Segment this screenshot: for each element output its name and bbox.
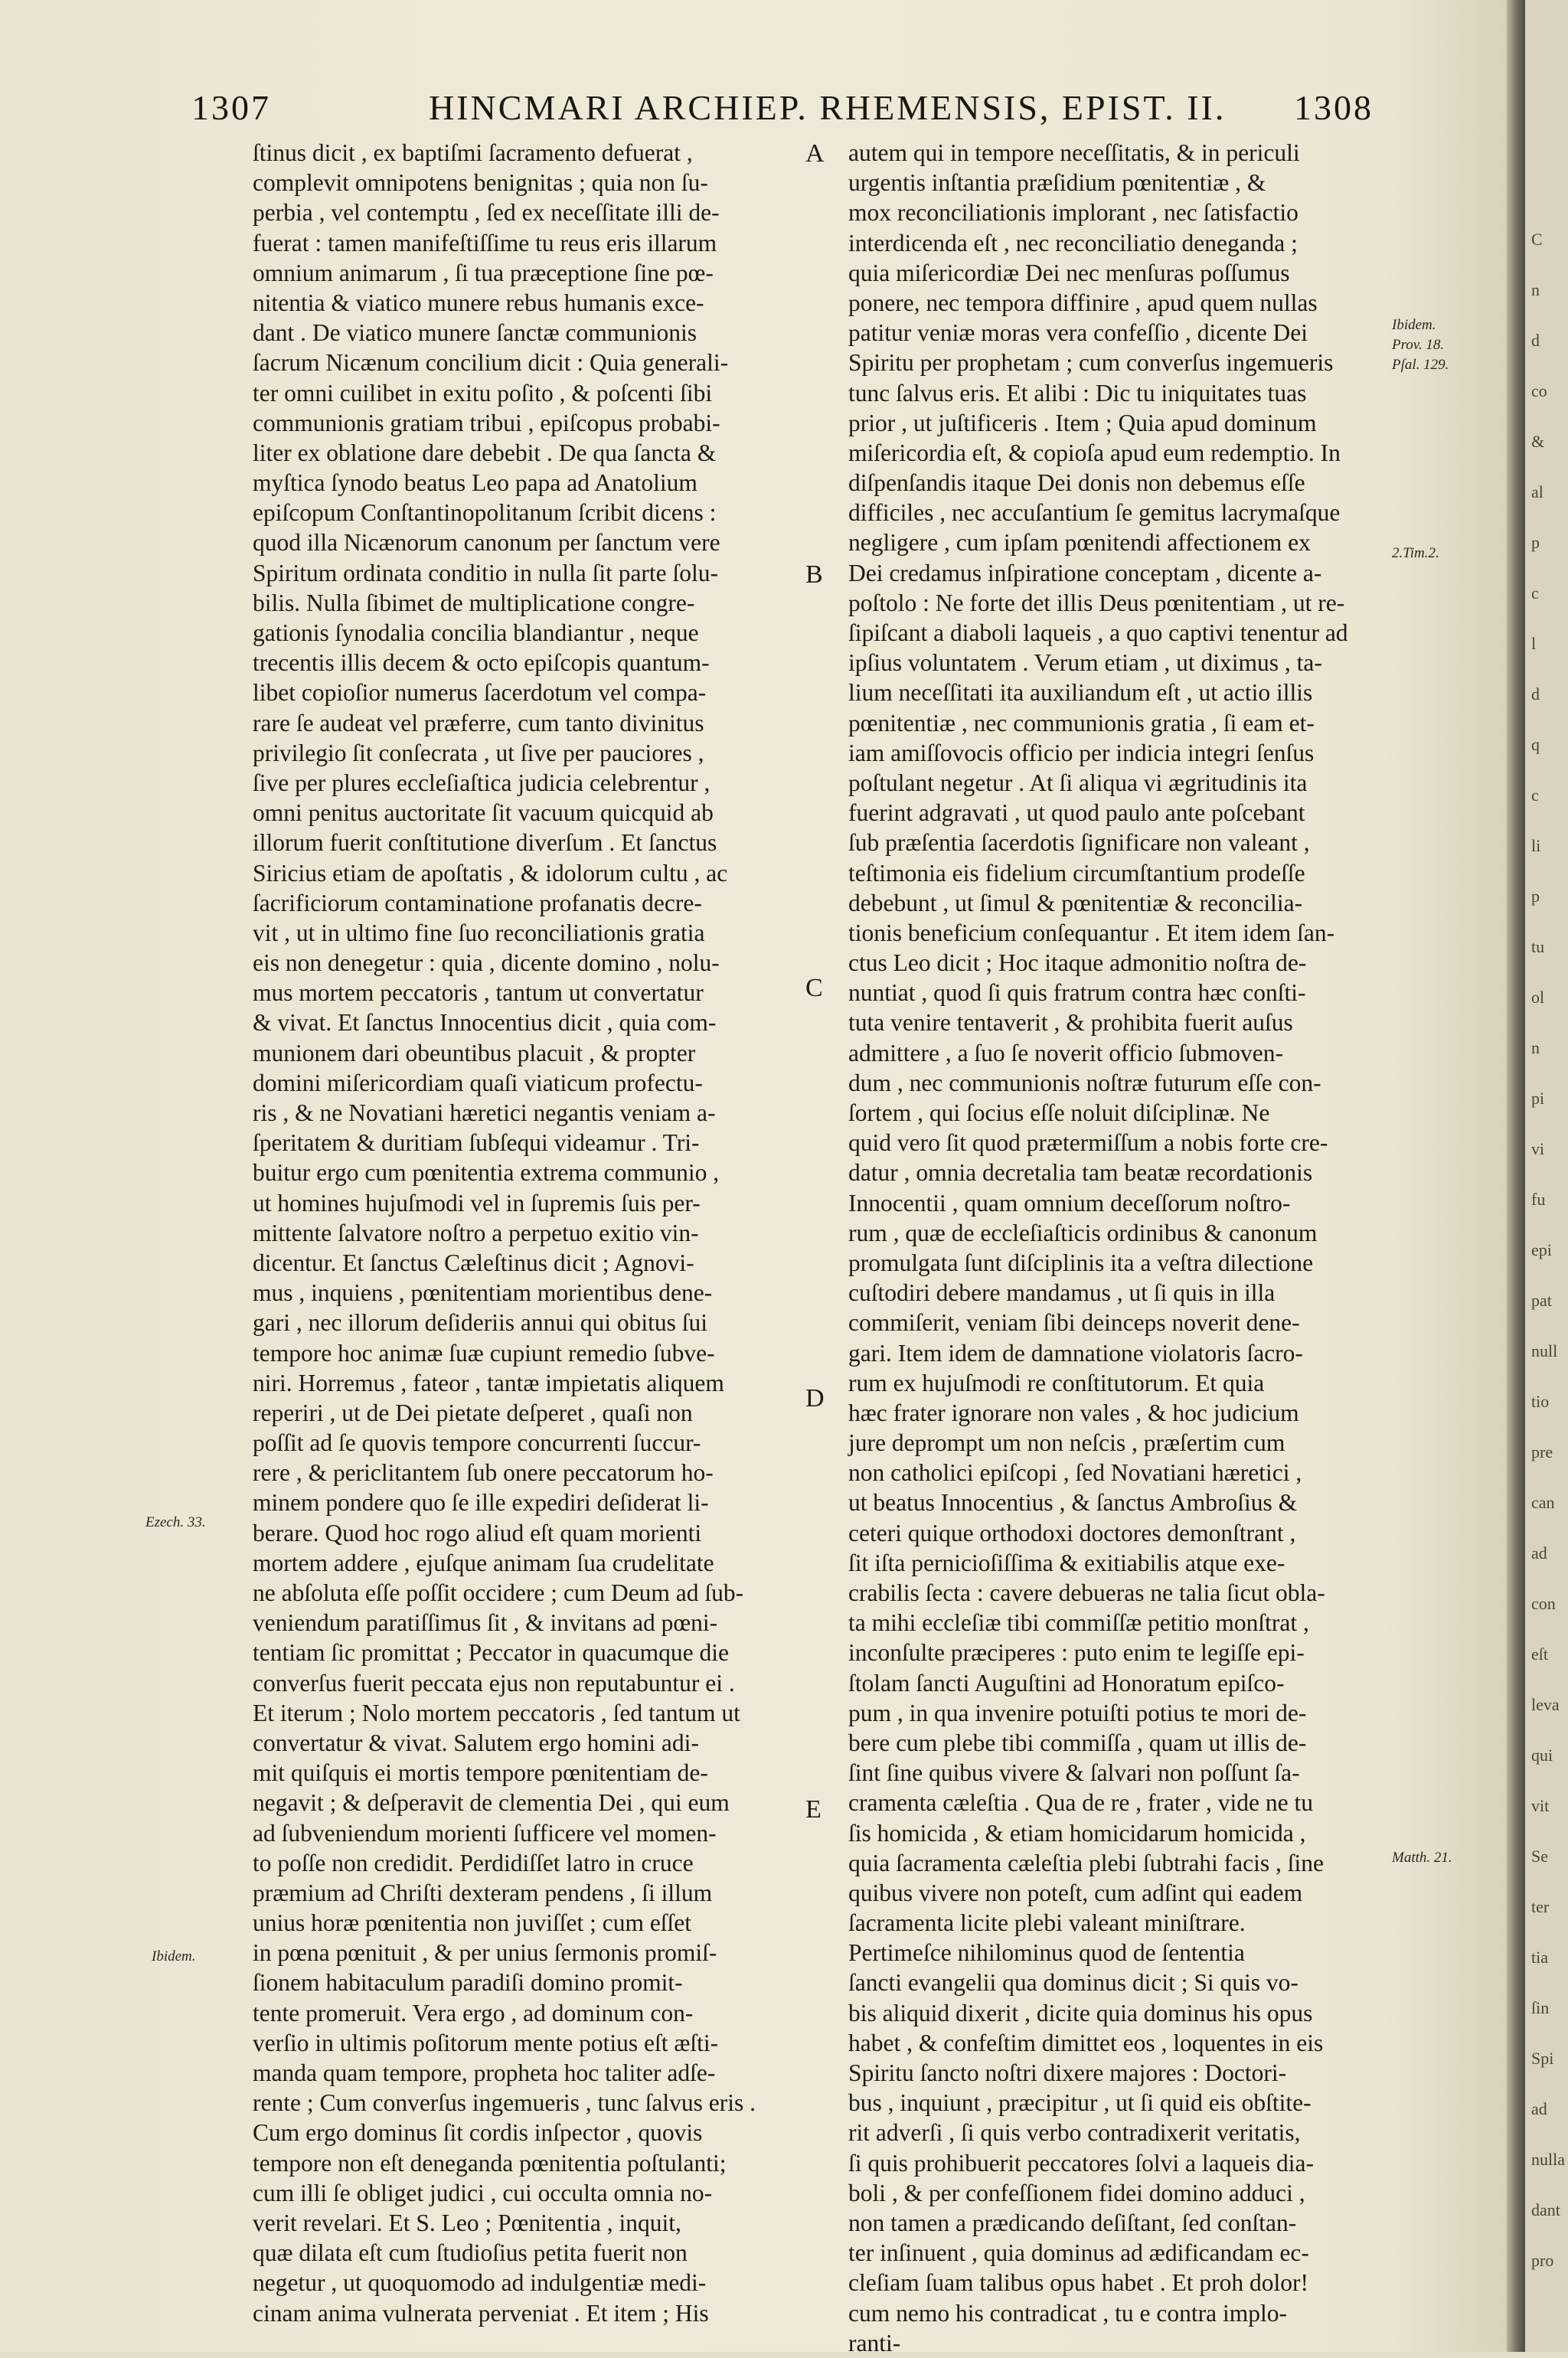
left-column-line: cum illi ſe obliget judici , cui occulta omnia no- — [253, 2179, 713, 2206]
left-column-line: ſive per plures eccleſiaſtica judicia celebrentur , — [253, 769, 710, 796]
facing-page-fragment: p — [1531, 887, 1540, 906]
left-column-line: omni penitus auctoritate ſit vacuum quicquid ab — [253, 799, 714, 827]
left-column-line: niri. Horremus , fateor , tantæ impietatis aliquem — [253, 1369, 724, 1396]
left-column-line: communionis gratiam tribui , epiſcopus probabi- — [253, 409, 720, 436]
right-column-line: cleſiam ſuam talibus opus habet . Et proh dolor! — [848, 2269, 1308, 2297]
right-column-line: jure deprompt um non neſcis , præſertim cum — [848, 1429, 1285, 1457]
right-column-line: boli , & per confeſſionem fidei domino adduci , — [848, 2179, 1305, 2206]
section-letter-b: B — [805, 560, 823, 589]
right-column-line: datur , omnia decretalia tam beatæ recordationis — [848, 1159, 1313, 1187]
right-column-line: ceteri quique orthodoxi doctores demonſtrant , — [848, 1519, 1296, 1546]
facing-page-fragment: ol — [1531, 988, 1545, 1007]
right-column-line: ter inſinuent , quia dominus ad ædificandam ec- — [848, 2239, 1309, 2267]
right-column-line: ſancti evangelii qua dominus dicit ; Si quis vo- — [848, 1969, 1298, 1997]
left-column-line: buitur ergo cum pœnitentia extrema communio , — [253, 1159, 720, 1187]
right-column-line: cramenta cæleſtia . Qua de re , frater , vide ne tu — [848, 1789, 1313, 1817]
right-column-line: bus , inquiunt , præcipitur , ut ſi quid eis obſtite- — [848, 2089, 1312, 2117]
left-column-line: veniendum paratiſſimus ſit , & invitans ad pœni- — [253, 1609, 718, 1637]
right-column-line: lium neceſſitati ita auxiliandum eſt , ut actio illis — [848, 679, 1313, 707]
left-column-line: gari , nec illorum deſideriis annui qui obitus ſui — [253, 1309, 708, 1337]
right-column-line: ctus Leo dicit ; Hoc itaque admonitio noſtra de- — [848, 949, 1307, 977]
right-column-line: nuntiat , quod ſi quis fratrum contra hæc conſti- — [848, 979, 1306, 1007]
left-column-line: negavit ; & deſperavit de clementia Dei , qui eum — [253, 1789, 730, 1817]
right-column-line: miſericordia eſt, & copioſa apud eum redemptio. In — [848, 439, 1341, 466]
right-column-line: cuſtodiri debere mandamus , ut ſi quis in illa — [848, 1279, 1276, 1307]
section-letter-c: C — [805, 974, 823, 1002]
left-column-line: rere , & periclitantem ſub onere peccatorum ho- — [253, 1459, 714, 1487]
right-column-line: interdicenda eſt , nec reconciliatio deneganda ; — [848, 229, 1298, 256]
left-column-line: ſacrificiorum contaminatione profanatis decre- — [253, 889, 702, 916]
facing-page-fragment: d — [1531, 331, 1540, 350]
right-column-line: ſit iſta pernicioſiſſima & exitiabilis atque exe- — [848, 1549, 1285, 1576]
right-column-line: ſortem , qui ſocius eſſe noluit diſciplinæ. Ne — [848, 1099, 1270, 1126]
facing-page-fragment: leva — [1531, 1695, 1560, 1714]
facing-page-fragment: ſin — [1531, 1998, 1550, 2017]
facing-page-fragment: c — [1531, 785, 1539, 805]
right-column-line: ta mihi eccleſiæ tibi commiſſæ petitio monſtrat , — [848, 1609, 1309, 1637]
left-column-line: quod illa Nicænorum canonum per ſanctum vere — [253, 529, 720, 557]
left-column-line: unius horæ pœnitentia non juviſſet ; cum eſſet — [253, 1909, 692, 1937]
right-column-line: tuta venire tentaverit , & prohibita fuerit auſus — [848, 1009, 1293, 1037]
left-column-line: perbia , vel contemptu , ſed ex neceſſitate illi de- — [253, 199, 720, 227]
facing-page-fragment: al — [1531, 482, 1544, 501]
left-column-line: ne abſoluta eſſe poſſit occidere ; cum Deum ad ſub- — [253, 1579, 744, 1606]
right-column-line: Spiritu ſancto noſtri dixere majores : Doctori- — [848, 2059, 1287, 2086]
margin-note-matth: Matth. 21. — [1392, 1850, 1452, 1866]
right-column-line: commiſerit, veniam ſibi deinceps noverit dene- — [848, 1309, 1300, 1337]
right-column-line: urgentis inſtantia præſidium pœnitentiæ , & — [848, 169, 1266, 197]
left-column-line: tempore non eſt deneganda pœnitentia poſtulanti; — [253, 2149, 727, 2177]
facing-page-fragment: pat — [1531, 1291, 1552, 1310]
right-column-line: ponere, nec tempora diffinire , apud quem nullas — [848, 289, 1318, 316]
margin-note-tim: 2.Tim.2. — [1392, 545, 1439, 561]
left-column-line: ſacrum Nicænum concilium dicit : Quia generali- — [253, 349, 729, 377]
left-column-line: berare. Quod hoc rogo aliud eſt quam morienti — [253, 1519, 702, 1546]
right-column-line: ranti- — [848, 2329, 901, 2356]
left-column-line: verit revelari. Et S. Leo ; Pœnitentia , inquit, — [253, 2209, 681, 2236]
right-column-line: difficiles , nec accuſantium ſe gemitus lacrymaſque — [848, 499, 1341, 527]
left-column-line: dant . De viatico munere ſanctæ communionis — [253, 319, 697, 347]
facing-page-fragment: null — [1531, 1341, 1558, 1360]
section-letter-a: A — [805, 139, 825, 168]
left-column-line: ſionem habitaculum paradiſi domino promit- — [253, 1969, 683, 1997]
left-column-line: mus , inquiens , pœnitentiam morientibus dene- — [253, 1279, 713, 1307]
right-column-line: negligere , cum ipſam pœnitendi affectionem ex — [848, 529, 1311, 557]
right-column-line: poſtulant negetur . At ſi aliqua vi ægritudinis ita — [848, 769, 1308, 796]
facing-page-fragment: q — [1531, 735, 1540, 754]
page-number-left: 1307 — [191, 88, 271, 127]
facing-page-edge — [1525, 0, 1568, 2352]
left-column-line: privilegio ſit conſecrata , ut ſive per pauciores , — [253, 739, 704, 766]
right-column-line: Dei credamus inſpiratione conceptam , dicente a- — [848, 559, 1322, 586]
facing-page-fragment: pi — [1531, 1089, 1545, 1108]
right-column-line: iam amiſſovocis officio per indicia integri ſenſus — [848, 739, 1315, 766]
right-column-line: ſis homicida , & etiam homicidarum homicida , — [848, 1819, 1306, 1847]
left-column-line: eis non denegetur : quia , dicente domino , nolu- — [253, 949, 720, 977]
facing-page-fragment: Spi — [1531, 2049, 1554, 2068]
right-column-line: teſtimonia eis fidelium circumſtantium prodeſſe — [848, 859, 1305, 887]
left-column-line: bilis. Nulla ſibimet de multiplicatione congre- — [253, 589, 695, 616]
right-column-line: dum , nec communionis noſtræ futurum eſſe con- — [848, 1069, 1321, 1096]
left-column-line: illorum fuerit conſtitutione diverſum . Et ſanctus — [253, 829, 717, 857]
left-column-line: mus mortem peccatoris , tantum ut convertatur — [253, 979, 704, 1007]
right-column-line: Spiritu per prophetam ; cum converſus ingemueris — [848, 349, 1334, 377]
left-column-line: in pœna pœnituit , & per unius ſermonis promiſ- — [253, 1939, 717, 1967]
left-column-line: quæ dilata eſt cum ſtudioſius petita fuerit non — [253, 2239, 688, 2267]
left-column-line: myſtica ſynodo beatus Leo papa ad Anatolium — [253, 469, 697, 497]
right-column-line: poſtolo : Ne forte det illis Deus pœnitentiam , ut re- — [848, 589, 1345, 616]
left-column-line: ris , & ne Novatiani hæretici negantis veniam a- — [253, 1099, 716, 1126]
page-number-right: 1308 — [1294, 88, 1374, 127]
left-column-line: Siricius etiam de apoſtatis , & idolorum cultu , ac — [253, 859, 728, 887]
left-column-line: tente promeruit. Vera ergo , ad dominum con- — [253, 1999, 694, 2027]
left-column-line: poſſit ad ſe quovis tempore concurrenti ſuccur- — [253, 1429, 701, 1457]
left-column-line: rare ſe audeat vel præferre, cum tanto divinitus — [253, 709, 704, 736]
left-column-line: to poſſe non credidit. Perdidiſſet latro in cruce — [253, 1849, 694, 1876]
right-column-line: ſub præſentia ſacerdotis ſignificare non valeant , — [848, 829, 1310, 857]
right-column-line: rum , quæ de eccleſiaſticis ordinibus & canonum — [848, 1219, 1318, 1246]
left-column-line: liter ex oblatione dare debebit . De qua ſancta & — [253, 439, 717, 466]
left-column-line: negetur , ut quoquomodo ad indulgentiæ medi- — [253, 2269, 707, 2297]
facing-page-fragment: ad — [1531, 1543, 1547, 1563]
facing-page-fragment: li — [1531, 836, 1541, 855]
right-column-line: bis aliquid dixerit , dicite quia dominus his opus — [848, 1999, 1313, 2027]
facing-page-fragment: n — [1531, 280, 1540, 299]
right-column-line: patitur veniæ moras vera confeſſio , dicente Dei — [848, 319, 1308, 347]
right-column-line: non catholici epiſcopi , ſed Novatiani hæretici , — [848, 1459, 1302, 1487]
left-column-line: complevit omnipotens benignitas ; quia non ſu- — [253, 169, 708, 197]
right-column-line: prior , ut juſtificeris . Item ; Quia apud dominum — [848, 409, 1317, 436]
book-spine-shadow — [1507, 0, 1525, 2352]
right-column-line: tunc ſalvus eris. Et alibi : Dic tu iniquitates tuas — [848, 379, 1307, 407]
left-text-column — [253, 138, 796, 2328]
right-column-line: ipſius voluntatem . Verum etiam , ut diximus , ta- — [848, 649, 1322, 677]
right-column-line: quia ſacramenta cæleſtia plebi ſubtrahi facis , ſine — [848, 1849, 1325, 1876]
left-column-line: verſio in ultimis poſitorum mente potius eſt æſti- — [253, 2029, 719, 2056]
right-column-line: ſipiſcant a diaboli laqueis , a quo captivi tenentur ad — [848, 619, 1348, 646]
facing-page-fragment: pre — [1531, 1442, 1553, 1462]
facing-page-fragment: d — [1531, 684, 1540, 704]
section-letter-e: E — [805, 1795, 822, 1824]
left-column-line: reperiri , ut de Dei pietate deſperet , quaſi non — [253, 1399, 693, 1426]
facing-page-fragment: eſt — [1531, 1644, 1548, 1664]
facing-page-fragment: tio — [1531, 1392, 1550, 1411]
left-column-line: rente ; Cum converſus ingemueris , tunc ſalvus eris . — [253, 2089, 756, 2117]
right-column-line: ſtolam ſancti Auguſtini ad Honoratum epiſco- — [848, 1669, 1285, 1697]
right-column-line: habet , & confeſtim dimittet eos , loquentes in eis — [848, 2029, 1324, 2056]
left-column-line: & vivat. Et ſanctus Innocentius dicit , quia com- — [253, 1009, 717, 1037]
right-column-line: quibus vivere non poteſt, cum adſint qui eadem — [848, 1879, 1303, 1906]
right-column-line: tionis beneficium conſequantur . Et item idem ſan- — [848, 919, 1335, 946]
facing-page-fragment: con — [1531, 1594, 1556, 1613]
left-column-line: gationis ſynodalia concilia blandiantur , neque — [253, 619, 699, 646]
left-column-line: epiſcopum Conſtantinopolitanum ſcribit dicens : — [253, 499, 717, 527]
right-column-line: pum , in qua invenire potuiſti potius te mori de- — [848, 1699, 1307, 1726]
left-column-line: ad ſubveniendum morienti ſufficere vel momen- — [253, 1819, 717, 1847]
facing-page-fragment: ad — [1531, 2099, 1547, 2118]
left-column-line: fuerat : tamen manifeſtiſſime tu reus eris illarum — [253, 229, 717, 256]
running-title: HINCMARI ARCHIEP. RHEMENSIS, EPIST. II. — [429, 88, 1227, 127]
facing-page-fragment: n — [1531, 1038, 1540, 1057]
right-column-line: ut beatus Innocentius , & ſanctus Ambroſius & — [848, 1489, 1298, 1517]
left-column-line: convertatur & vivat. Salutem ergo homini adi- — [253, 1729, 699, 1756]
left-column-line: ter omni cuilibet in exitu poſito , & poſcenti ſibi — [253, 379, 713, 407]
right-column-line: non tamen a prædicando deſiſtant, ſed conſtan- — [848, 2209, 1297, 2236]
left-column-line: mittente ſalvatore noſtro a perpetuo exitio vin- — [253, 1219, 699, 1246]
right-column-line: rit adverſi , ſi quis verbo contradixerit veritatis, — [848, 2119, 1301, 2147]
right-column-line: inconſulte præciperes : puto enim te legiſſe epi- — [848, 1639, 1305, 1667]
right-column-line: admittere , a ſuo ſe noverit officio ſubmoven- — [848, 1039, 1283, 1066]
right-column-line: promulgata ſunt diſciplinis ita a veſtra dilectione — [848, 1249, 1314, 1276]
left-column-line: mortem addere , ejuſque animam ſua crudelitate — [253, 1549, 714, 1576]
right-column-line: fuerint adgravati , ut quod paulo ante poſcebant — [848, 799, 1305, 827]
right-text-column — [848, 138, 1400, 2358]
left-column-line: ſtinus dicit , ex baptiſmi ſacramento defuerat , — [253, 139, 693, 166]
right-column-line: gari. Item idem de damnatione violatoris ſacro- — [848, 1339, 1303, 1367]
left-column-line: trecentis illis decem & octo epiſcopis quantum- — [253, 649, 710, 677]
right-column-line: debebunt , ut ſimul & pœnitentiæ & reconcilia- — [848, 889, 1303, 916]
right-column-line: Innocentii , quam omnium deceſſorum noſtro- — [848, 1189, 1291, 1217]
left-column-line: præmium ad Chriſti dexteram pendens , ſi illum — [253, 1879, 713, 1906]
right-column-line: ſint ſine quibus vivere & ſalvari non poſſunt ſa- — [848, 1759, 1300, 1787]
facing-page-fragment: Se — [1531, 1847, 1548, 1866]
right-column-line: autem qui in tempore neceſſitatis, & in periculi — [848, 139, 1300, 166]
facing-page-fragment: l — [1531, 634, 1537, 653]
facing-page-fragment: tu — [1531, 937, 1545, 956]
margin-note-psal: Pſal. 129. — [1392, 357, 1449, 373]
facing-page-fragment: tia — [1531, 1948, 1548, 1967]
facing-page-fragment: qui — [1531, 1746, 1553, 1765]
right-column-line: pœnitentiæ , nec communionis gratia , ſi eam et- — [848, 709, 1315, 736]
facing-page-fragment: C — [1531, 230, 1543, 249]
facing-page-fragment: pro — [1531, 2251, 1554, 2270]
left-column-line: manda quam tempore, propheta hoc taliter adſe- — [253, 2059, 716, 2086]
right-column-line: diſpenſandis itaque Dei donis non debemus eſſe — [848, 469, 1305, 497]
left-column-line: omnium animarum , ſi tua præceptione ſine pœ- — [253, 259, 714, 286]
right-column-line: crabilis ſecta : cavere debueras ne talia ſicut obla- — [848, 1579, 1325, 1606]
facing-page-fragment: co — [1531, 381, 1547, 400]
right-column-line: Pertimeſce nihilominus quod de ſententia — [848, 1939, 1245, 1967]
margin-note-prov: Prov. 18. — [1392, 337, 1445, 353]
left-column-line: libet copioſior numerus ſacerdotum vel compa- — [253, 679, 707, 707]
left-column-line: ut homines hujuſmodi vel in ſupremis ſuis per- — [253, 1189, 701, 1217]
facing-page-fragment: vi — [1531, 1139, 1545, 1158]
left-column-line: tempore hoc animæ ſuæ cupiunt remedio ſubve- — [253, 1339, 715, 1367]
facing-page-fragment: ter — [1531, 1897, 1550, 1916]
left-column-line: nitentia & viatico munere rebus humanis exce- — [253, 289, 704, 316]
left-column-line: dicentur. Et ſanctus Cæleſtinus dicit ; Agnovi- — [253, 1249, 694, 1276]
right-column-line: mox reconciliationis implorant , nec ſatisfactio — [848, 199, 1298, 227]
left-column-line: Cum ergo dominus ſit cordis inſpector , quovis — [253, 2119, 703, 2147]
margin-note-ibidem-right: Ibidem. — [1392, 317, 1436, 333]
left-column-line: Spiritum ordinata conditio in nulla ſit parte ſolu- — [253, 559, 719, 586]
right-column-line: cum nemo his contradicat , tu e contra implo- — [848, 2299, 1287, 2327]
facing-page-fragment: nulla — [1531, 2150, 1565, 2169]
facing-page-fragment: dant — [1531, 2200, 1560, 2219]
left-column-line: domini miſericordiam quaſi viaticum profectu- — [253, 1069, 703, 1096]
facing-page-fragment: vit — [1531, 1796, 1550, 1815]
right-column-line: hæc frater ignorare non vales , & hoc judicium — [848, 1399, 1299, 1426]
right-column-line: ſi quis prohibuerit peccatores ſolvi a laqueis dia- — [848, 2149, 1314, 2177]
section-letter-d: D — [805, 1384, 825, 1413]
facing-page-fragment: can — [1531, 1493, 1555, 1512]
facing-page-fragment: & — [1531, 432, 1545, 451]
left-column-line: minem pondere quo ſe ille expediri deſiderat li- — [253, 1489, 709, 1517]
margin-note-ezech: Ezech. 33. — [145, 1514, 206, 1530]
left-column-line: munionem dari obeuntibus placuit , & propter — [253, 1039, 696, 1066]
left-column-line: Et iterum ; Nolo mortem peccatoris , ſed tantum ut — [253, 1699, 740, 1726]
left-column-line: mit quiſquis ei mortis tempore pœnitentiam de- — [253, 1759, 708, 1787]
facing-page-fragment: epi — [1531, 1240, 1552, 1259]
right-column-line: ſacramenta licite plebi valeant miniſtrare. — [848, 1909, 1246, 1937]
right-column-line: rum ex hujuſmodi re conſtitutorum. Et quia — [848, 1369, 1265, 1396]
left-column-line: cinam anima vulnerata perveniat . Et item ; His — [253, 2299, 709, 2327]
right-column-line: quid vero ſit quod prætermiſſum a nobis forte cre- — [848, 1129, 1328, 1157]
right-column-line: quia miſericordiæ Dei nec menſuras poſſumus — [848, 259, 1290, 286]
left-column-line: tentiam ſic promittat ; Peccator in quacumque die — [253, 1639, 729, 1667]
facing-page-fragment: p — [1531, 533, 1540, 552]
facing-page-fragment: fu — [1531, 1190, 1546, 1209]
right-column-line: bere cum plebe tibi commiſſa , quam ut illis de- — [848, 1729, 1307, 1756]
facing-page-fragment: c — [1531, 583, 1539, 603]
left-column-line: converſus fuerit peccata ejus non reputabuntur ei . — [253, 1669, 735, 1697]
left-column-line: ſperitatem & duritiam ſubſequi videamur . Tri- — [253, 1129, 700, 1157]
margin-note-ibidem-left: Ibidem. — [152, 1948, 196, 1964]
left-column-line: vit , ut in ultimo fine ſuo reconciliationis gratia — [253, 919, 705, 946]
